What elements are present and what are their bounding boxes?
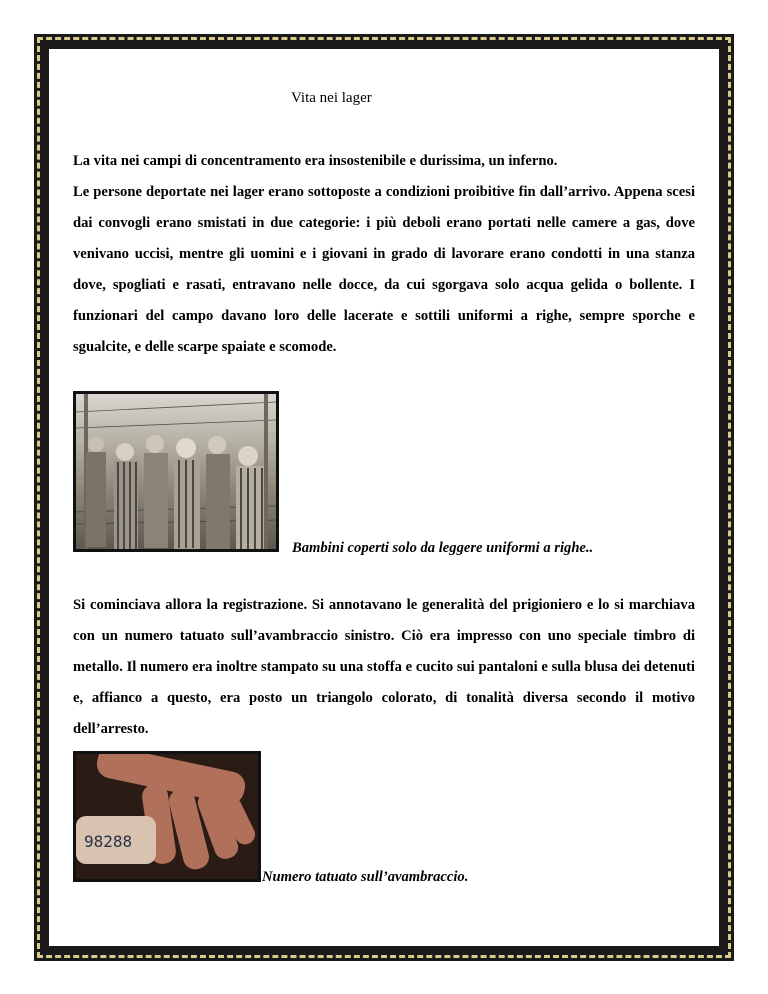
children-photo-drawing (76, 394, 276, 549)
paragraph-intro (73, 146, 695, 363)
children-behind-barbed-wire-photo (73, 391, 279, 552)
intro-body: Le persone deportate nei lager erano sottoposte a condizioni proibitive fin dall’arrivo. Appena scesi dai convogli erano smistati in due categorie: i più deboli erano portati nelle camere a gas, dove venivano uccisi, mentre gli uomini e i giovani in grado di lavorare erano condotti in una stanza dove, spogliati e rasati, entravano nelle docce, da cui sgorgava solo acqua gelida o bollente. I funzionari del campo davano loro delle lacerate e sottili uniformi a righe, sempre sporche e sgualcite, e delle scarpe spaiate e scomode. (73, 184, 695, 355)
document-title: Vita nei lager (291, 90, 372, 106)
paragraph-registration: Si cominciava allora la registrazione. Si annotavano le generalità del prigioniero e lo si marchiava con un numero tatuato sull’avambraccio sinistro. Ciò era impresso con uno speciale timbro di metallo. Il numero era inoltre stampato su una stoffa e cucito sui pantaloni e sulla blusa dei detenuti e, affianco a questo, era posto un triangolo colorato, di tonalità diversa secondo il motivo dell’arresto. (73, 597, 695, 737)
tattooed-forearm-photo (73, 751, 261, 882)
tattoo-number-text: 98288 (84, 832, 133, 851)
forearm-photo-drawing (76, 754, 258, 879)
forearm-photo-caption: Numero tatuato sull’avambraccio. (262, 869, 469, 885)
children-photo-caption: Bambini coperti solo da leggere uniformi a righe.. (292, 540, 594, 556)
intro-first-line: La vita nei campi di concentramento era insostenibile e durissima, un inferno. (73, 153, 558, 169)
